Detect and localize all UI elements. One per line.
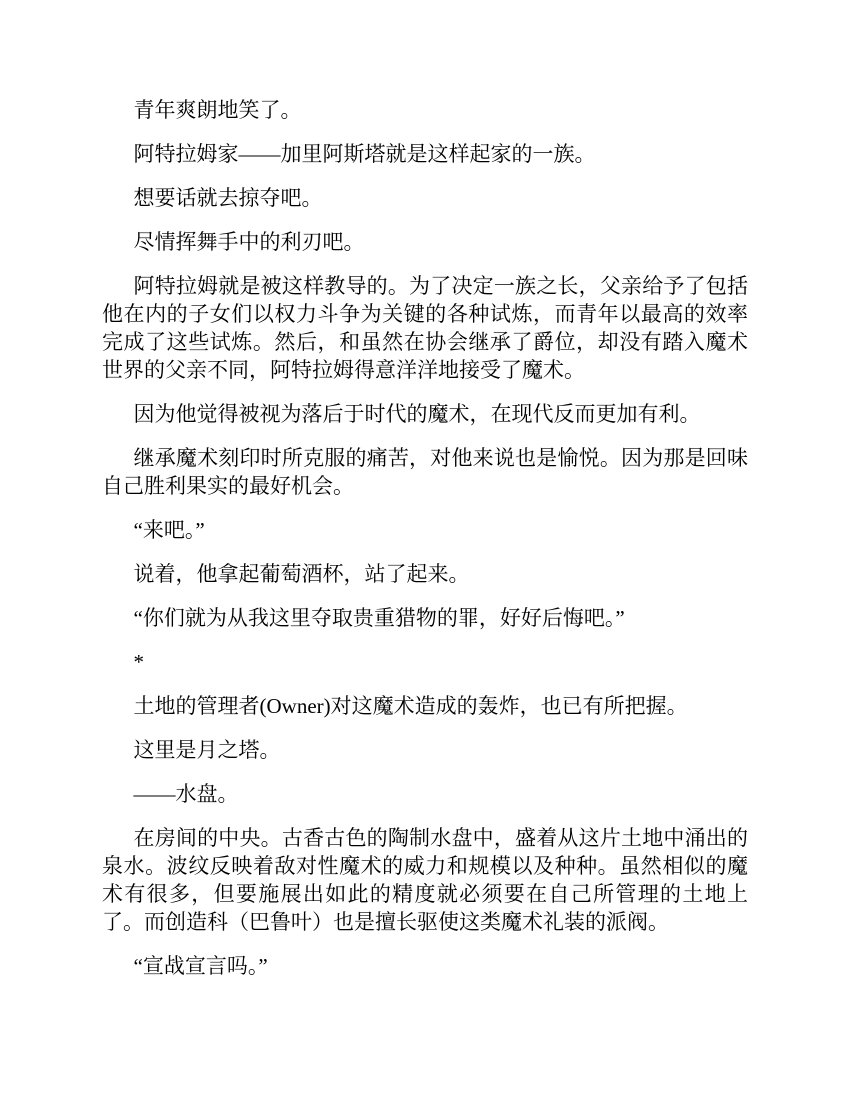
paragraph-4: 尽情挥舞手中的利刃吧。 <box>133 230 365 254</box>
paragraph-12: 土地的管理者(Owner)对这魔术造成的轰炸，也已有所把握。 <box>133 694 688 718</box>
paragraph-9: 说着，他拿起葡萄酒杯，站了起来。 <box>133 562 470 586</box>
paragraph-10-dialogue: “你们就为从我这里夺取贵重猎物的罪，好好后悔吧。” <box>133 606 625 630</box>
paragraph-2: 阿特拉姆家——加里阿斯塔就是这样起家的一族。 <box>133 142 596 166</box>
paragraph-8-dialogue: “来吧。” <box>133 518 205 542</box>
paragraph-1: 青年爽朗地笑了。 <box>133 98 302 122</box>
paragraph-11-scene-break: * <box>133 650 144 674</box>
paragraph-15: 在房间的中央。古香古色的陶制水盘中，盛着从这片土地中涌出的泉水。波纹反映着敌对性魔术的威力和规模以及种种。虽然相似的魔术有很多，但要施展出如此的精度就必须要在自己所管理的土地上了。而创造科（巴鲁叶）也是擅长驱使这类魔术礼装的派阀。 <box>102 826 748 934</box>
paragraph-6: 因为他觉得被视为落后于时代的魔术，在现代反而更加有利。 <box>133 402 701 426</box>
paragraph-14: ——水盘。 <box>133 782 239 806</box>
paragraph-16-dialogue: “宣战宣言吗。” <box>133 954 268 978</box>
paragraph-7: 继承魔术刻印时所克服的痛苦，对他来说也是愉悦。因为那是回味自己胜利果实的最好机会。 <box>102 446 748 498</box>
paragraph-3: 想要话就去掠夺吧。 <box>133 186 323 210</box>
paragraph-13: 这里是月之塔。 <box>133 738 281 762</box>
paragraph-5: 阿特拉姆就是被这样教导的。为了决定一族之长，父亲给予了包括他在内的子女们以权力斗争为关键的各种试炼，而青年以最高的效率完成了这些试炼。然后，和虽然在协会继承了爵位，却没有踏入魔术世界的父亲不同，阿特拉姆得意洋洋地接受了魔术。 <box>102 274 748 382</box>
